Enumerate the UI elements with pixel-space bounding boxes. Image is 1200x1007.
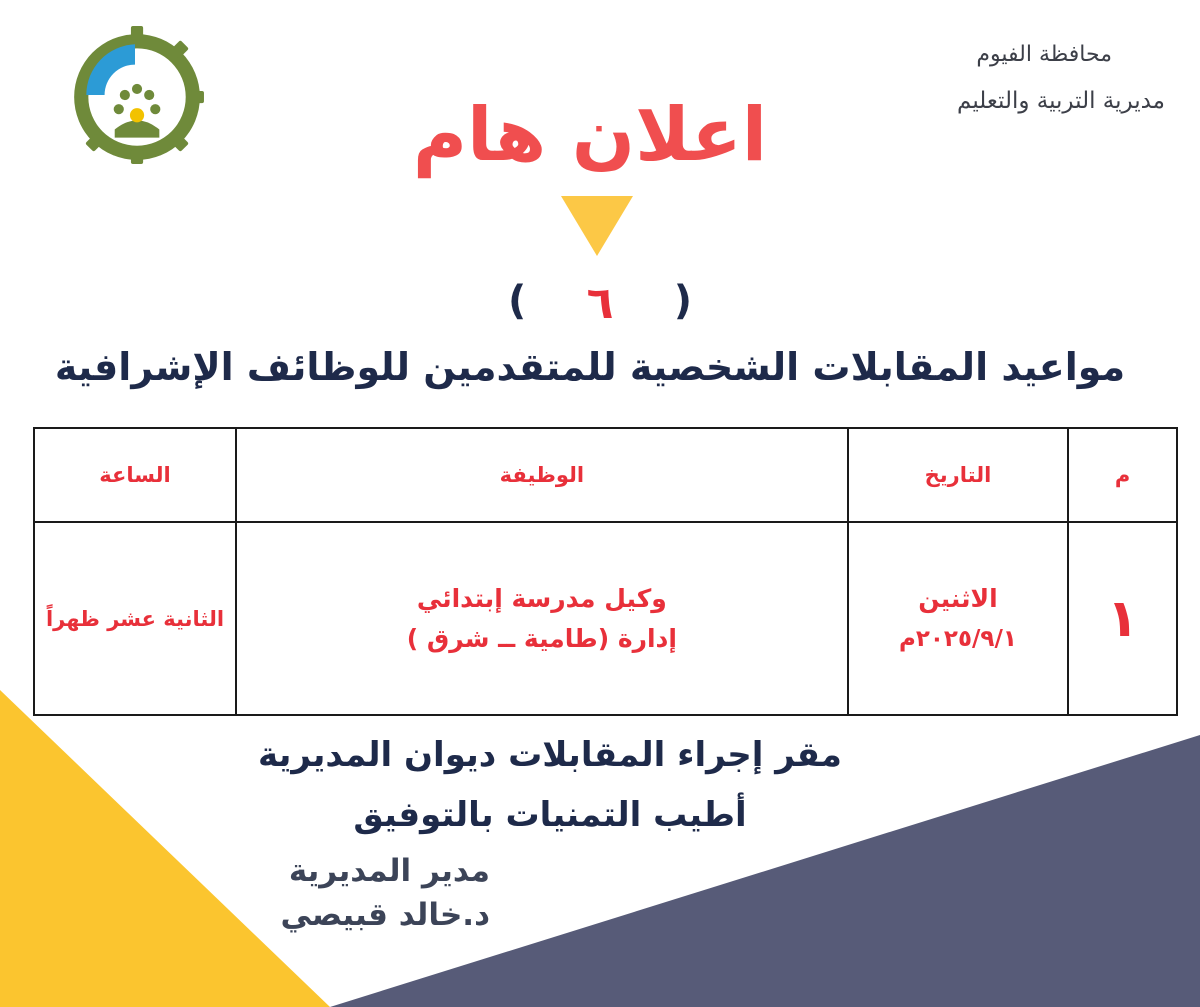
header-job: الوظيفة xyxy=(236,428,848,522)
signer-title: مدير المديرية xyxy=(288,853,490,889)
table-header-row xyxy=(34,428,1177,522)
paren-open: ( xyxy=(673,278,692,324)
directorate-label: مديرية التربية والتعليم xyxy=(957,88,1165,114)
header-time: الساعة xyxy=(34,428,236,522)
row-job-cell xyxy=(236,522,848,715)
down-triangle-icon xyxy=(561,196,633,256)
directorate-logo xyxy=(64,24,206,166)
row-job-title: وكيل مدرسة إبتدائي xyxy=(416,583,667,613)
venue-text: مقر إجراء المقابلات ديوان المديرية xyxy=(258,735,842,775)
wishes-text: أطيب التمنيات بالتوفيق xyxy=(353,795,747,835)
row-index: ١ xyxy=(1068,522,1177,715)
paren-close: ) xyxy=(508,278,527,324)
page-subtitle: مواعيد المقابلات الشخصية للمتقدمين للوظائف الإشرافية xyxy=(54,345,1126,389)
row-job-admin: إدارة (طامية ــ شرق ) xyxy=(406,623,677,653)
signer-name: د.خالد قبيصي xyxy=(280,897,490,933)
governorate-label: محافظة الفيوم xyxy=(976,42,1112,67)
row-time: الثانية عشر ظهراً xyxy=(34,522,236,715)
header-date: التاريخ xyxy=(848,428,1068,522)
header-index: م xyxy=(1068,428,1177,522)
row-date: ٢٠٢٥/٩/١م xyxy=(899,626,1017,653)
notice-number: ٦ xyxy=(586,278,614,329)
interview-schedule-table xyxy=(33,427,1178,716)
announcement-number xyxy=(500,278,700,338)
row-date-cell xyxy=(848,522,1068,715)
table-row xyxy=(34,522,1177,715)
headline-important-notice: اعلان هام xyxy=(412,92,768,178)
row-day: الاثنين xyxy=(918,583,998,613)
